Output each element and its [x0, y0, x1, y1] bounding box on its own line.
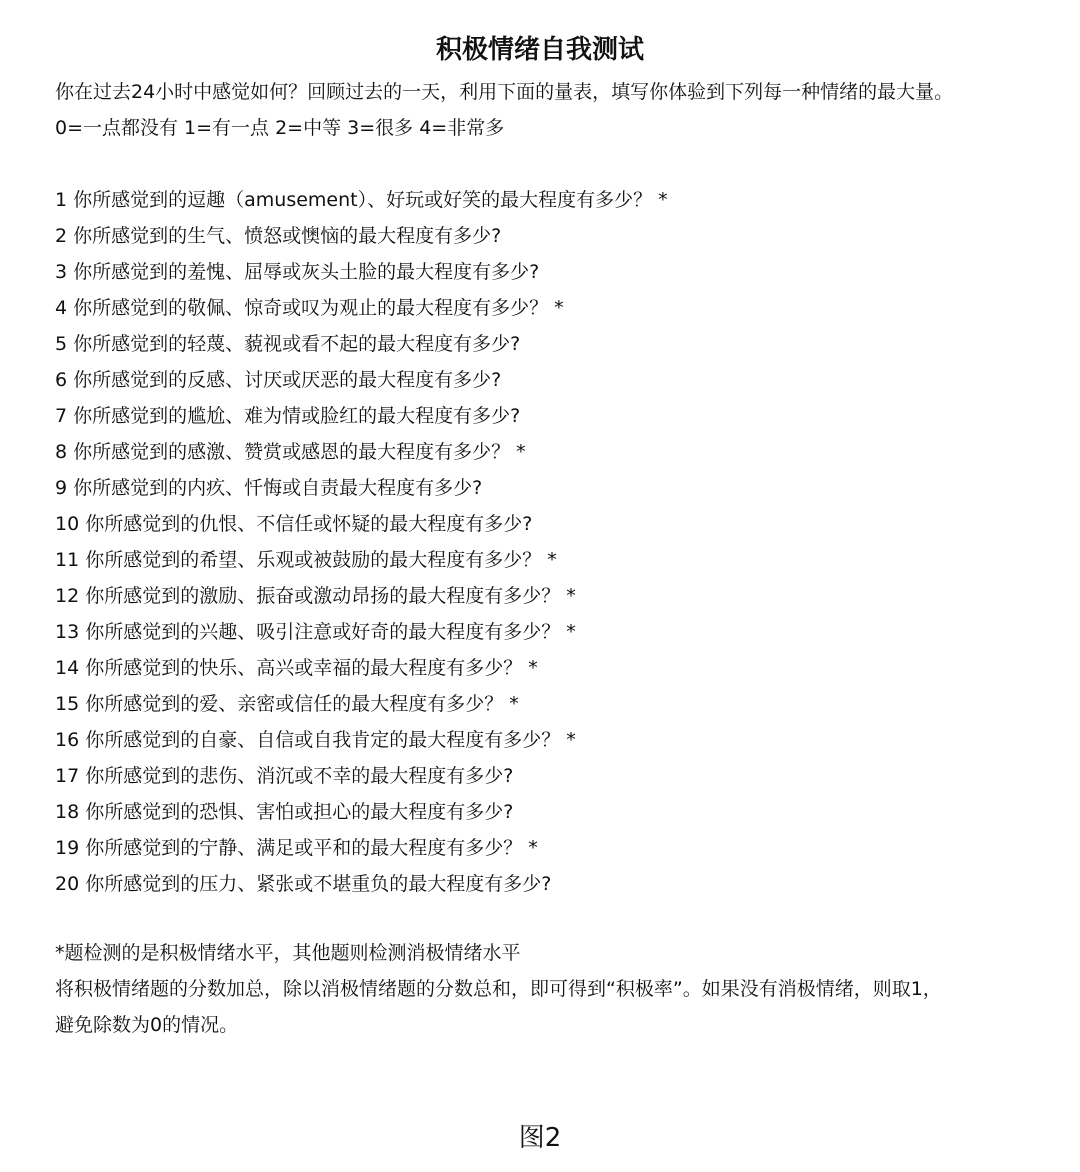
- question-item: 5 你所感觉到的轻蔑、藐视或看不起的最大程度有多少?: [55, 333, 521, 355]
- question-item: 11 你所感觉到的希望、乐观或被鼓励的最大程度有多少？ *: [55, 549, 557, 571]
- question-item: 4 你所感觉到的敬佩、惊奇或叹为观止的最大程度有多少？ *: [55, 297, 564, 319]
- question-item: 6 你所感觉到的反感、讨厌或厌恶的最大程度有多少?: [55, 369, 502, 391]
- question-item: 13 你所感觉到的兴趣、吸引注意或好奇的最大程度有多少？ *: [55, 621, 576, 643]
- question-item: 12 你所感觉到的激励、振奋或激动昂扬的最大程度有多少？ *: [55, 585, 576, 607]
- question-item: 20 你所感觉到的压力、紧张或不堪重负的最大程度有多少?: [55, 873, 552, 895]
- scoring-notes: [55, 935, 1055, 1043]
- question-item: 9 你所感觉到的内疚、忏悔或自责最大程度有多少?: [55, 477, 483, 499]
- question-item: 2 你所感觉到的生气、愤怒或懊恼的最大程度有多少?: [55, 225, 502, 247]
- intro-instruction: 你在过去24小时中感觉如何？回顾过去的一天，利用下面的量表，填写你体验到下列每一种情绪的最大量。: [55, 81, 954, 103]
- question-item: 15 你所感觉到的爱、亲密或信任的最大程度有多少？ *: [55, 693, 519, 715]
- question-item: 10 你所感觉到的仇恨、不信任或怀疑的最大程度有多少?: [55, 513, 533, 535]
- question-item: 17 你所感觉到的悲伤、消沉或不幸的最大程度有多少?: [55, 765, 514, 787]
- question-list: [55, 182, 1055, 902]
- rating-scale: 0=一点都没有 1=有一点 2=中等 3=很多 4=非常多: [55, 117, 505, 139]
- question-item: 14 你所感觉到的快乐、高兴或幸福的最大程度有多少？ *: [55, 657, 538, 679]
- note-line: 避免除数为0的情况。: [55, 1014, 239, 1036]
- question-item: 18 你所感觉到的恐惧、害怕或担心的最大程度有多少?: [55, 801, 514, 823]
- question-item: 8 你所感觉到的感激、赞赏或感恩的最大程度有多少？ *: [55, 441, 526, 463]
- figure-caption: 图2: [518, 1123, 562, 1153]
- question-item: 3 你所感觉到的羞愧、屈辱或灰头土脸的最大程度有多少?: [55, 261, 540, 283]
- intro-section: [55, 74, 1055, 146]
- question-item: 7 你所感觉到的尴尬、难为情或脸红的最大程度有多少?: [55, 405, 521, 427]
- question-item: 16 你所感觉到的自豪、自信或自我肯定的最大程度有多少？ *: [55, 729, 576, 751]
- note-line: 将积极情绪题的分数加总，除以消极情绪题的分数总和，即可得到“积极率”。如果没有消极情绪，则取1，: [55, 978, 942, 1000]
- question-item: 19 你所感觉到的宁静、满足或平和的最大程度有多少？ *: [55, 837, 538, 859]
- note-line: *题检测的是积极情绪水平，其他题则检测消极情绪水平: [55, 942, 521, 964]
- question-item: 1 你所感觉到的逗趣（amusement）、好玩或好笑的最大程度有多少？ *: [55, 189, 668, 211]
- page-title: 积极情绪自我测试: [435, 35, 644, 65]
